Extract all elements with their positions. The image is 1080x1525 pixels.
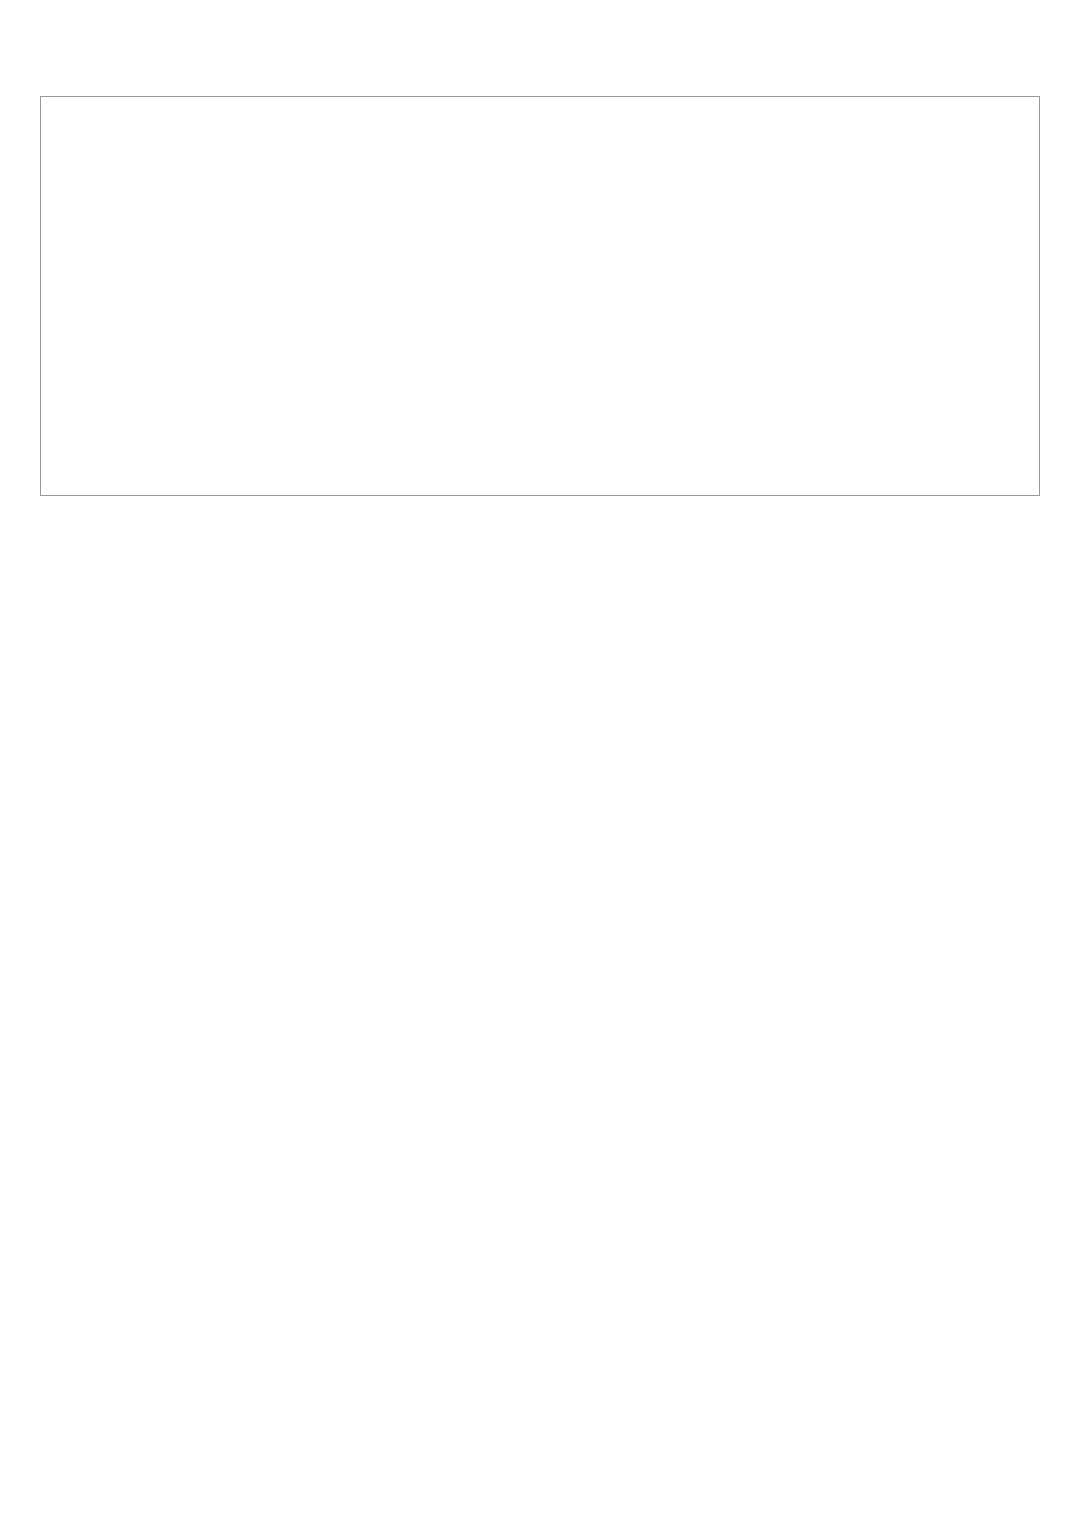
page-title (40, 40, 1040, 72)
content-panel (40, 96, 1040, 496)
